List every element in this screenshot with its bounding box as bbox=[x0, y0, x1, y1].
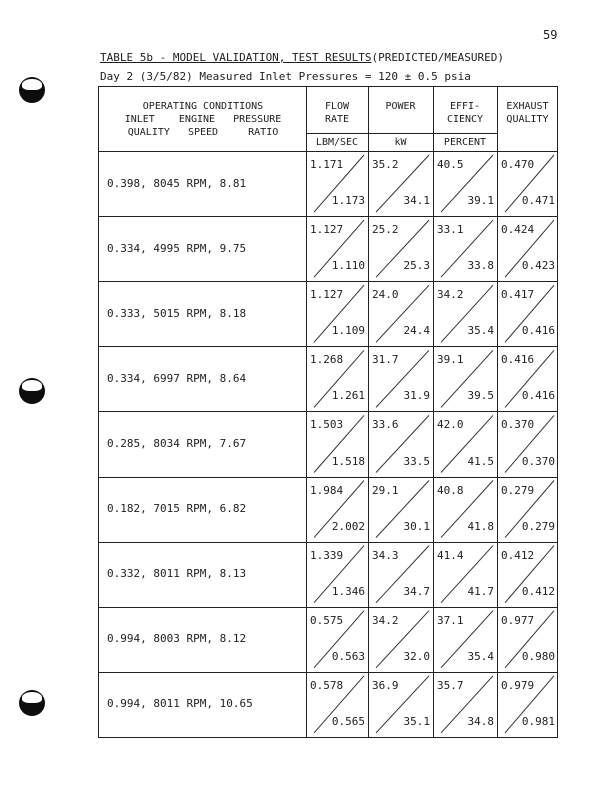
operating-conditions: 0.398, 8045 RPM, 8.81 bbox=[107, 176, 247, 190]
efficiency-predicted: 41.4 bbox=[437, 548, 464, 562]
flow-predicted: 1.171 bbox=[310, 158, 344, 171]
header-efficiency-line1: EFFI- bbox=[449, 101, 481, 112]
row-divider bbox=[98, 672, 558, 673]
header-power-line1: POWER bbox=[385, 101, 416, 112]
power-measured: 30.1 bbox=[403, 519, 430, 533]
power-predicted: 36.9 bbox=[372, 678, 399, 692]
exhaust-predicted: 0.424 bbox=[501, 223, 535, 237]
header-efficiency-units: PERCENT bbox=[443, 137, 487, 148]
efficiency-measured: 34.8 bbox=[467, 714, 494, 728]
operating-conditions: 0.994, 8011 RPM, 10.65 bbox=[107, 697, 253, 711]
table-title-suffix: (PREDICTED/MEASURED) bbox=[371, 51, 504, 64]
exhaust-predicted: 0.417 bbox=[501, 288, 535, 302]
header-operating-line3: QUALITY SPEED RATIO bbox=[127, 127, 279, 138]
efficiency-measured: 41.7 bbox=[467, 584, 494, 598]
flow-measured: 1.346 bbox=[331, 584, 365, 598]
flow-predicted: 1.127 bbox=[310, 223, 344, 237]
power-measured: 25.3 bbox=[403, 259, 430, 273]
row-divider bbox=[98, 216, 558, 217]
exhaust-measured: 0.980 bbox=[521, 649, 555, 663]
exhaust-predicted: 0.416 bbox=[501, 353, 535, 367]
power-measured: 24.4 bbox=[403, 324, 430, 338]
flow-measured: 2.002 bbox=[331, 519, 365, 533]
operating-conditions: 0.334, 4995 RPM, 9.75 bbox=[107, 241, 247, 255]
flow-predicted: 1.339 bbox=[310, 548, 344, 562]
exhaust-predicted: 0.412 bbox=[501, 548, 535, 562]
operating-conditions: 0.182, 7015 RPM, 6.82 bbox=[107, 502, 247, 516]
row-divider bbox=[98, 346, 558, 347]
power-measured: 32.0 bbox=[403, 649, 430, 663]
power-measured: 34.1 bbox=[403, 194, 430, 208]
efficiency-predicted: 40.8 bbox=[437, 483, 464, 497]
efficiency-measured: 41.8 bbox=[467, 519, 494, 533]
efficiency-predicted: 33.1 bbox=[437, 223, 464, 237]
power-measured: 31.9 bbox=[403, 389, 430, 403]
efficiency-measured: 33.8 bbox=[467, 259, 494, 273]
exhaust-predicted: 0.470 bbox=[501, 158, 535, 171]
header-exhaust-line1: EXHAUST bbox=[506, 101, 549, 112]
efficiency-measured: 41.5 bbox=[467, 454, 494, 468]
power-predicted: 33.6 bbox=[372, 418, 399, 432]
efficiency-predicted: 35.7 bbox=[437, 678, 464, 692]
operating-conditions: 0.333, 5015 RPM, 8.18 bbox=[107, 306, 247, 320]
flow-predicted: 0.578 bbox=[310, 678, 344, 692]
efficiency-predicted: 40.5 bbox=[437, 158, 464, 171]
exhaust-measured: 0.423 bbox=[521, 259, 555, 273]
header-flow-line1: FLOW bbox=[324, 101, 350, 112]
flow-predicted: 1.503 bbox=[310, 418, 344, 432]
power-measured: 35.1 bbox=[403, 714, 430, 728]
exhaust-predicted: 0.977 bbox=[501, 613, 535, 627]
power-predicted: 29.1 bbox=[372, 483, 399, 497]
row-divider bbox=[98, 607, 558, 608]
efficiency-measured: 35.4 bbox=[467, 649, 494, 663]
flow-predicted: 1.268 bbox=[310, 353, 344, 367]
row-divider bbox=[98, 281, 558, 282]
row-divider bbox=[98, 542, 558, 543]
page-number: 59 bbox=[543, 28, 558, 42]
header-flow-units: LBM/SEC bbox=[315, 137, 359, 148]
exhaust-measured: 0.981 bbox=[521, 714, 555, 728]
flow-measured: 1.109 bbox=[331, 324, 365, 338]
flow-measured: 1.261 bbox=[331, 389, 365, 403]
flow-predicted: 1.984 bbox=[310, 483, 344, 497]
row-divider bbox=[98, 411, 558, 412]
efficiency-predicted: 42.0 bbox=[437, 418, 464, 432]
exhaust-predicted: 0.279 bbox=[501, 483, 535, 497]
header-flow-line2: RATE bbox=[324, 114, 350, 125]
exhaust-measured: 0.416 bbox=[521, 324, 555, 338]
operating-conditions: 0.285, 8034 RPM, 7.67 bbox=[107, 436, 247, 450]
table-title-main: TABLE 5b - MODEL VALIDATION, TEST RESULTS bbox=[100, 51, 372, 64]
header-efficiency-line2: CIENCY bbox=[446, 114, 484, 125]
exhaust-measured: 0.416 bbox=[521, 389, 555, 403]
exhaust-measured: 0.412 bbox=[521, 584, 555, 598]
efficiency-predicted: 34.2 bbox=[437, 288, 464, 302]
header-exhaust-line2: QUALITY bbox=[506, 114, 549, 125]
exhaust-measured: 0.279 bbox=[521, 519, 555, 533]
exhaust-predicted: 0.370 bbox=[501, 418, 535, 432]
efficiency-predicted: 37.1 bbox=[437, 613, 464, 627]
operating-conditions: 0.994, 8003 RPM, 8.12 bbox=[107, 632, 247, 646]
power-predicted: 35.2 bbox=[372, 158, 399, 171]
exhaust-predicted: 0.979 bbox=[501, 678, 535, 692]
exhaust-measured: 0.471 bbox=[521, 194, 555, 208]
power-predicted: 34.2 bbox=[372, 613, 399, 627]
flow-predicted: 1.127 bbox=[310, 288, 344, 302]
efficiency-measured: 39.1 bbox=[467, 194, 494, 208]
operating-conditions: 0.332, 8011 RPM, 8.13 bbox=[107, 567, 247, 581]
efficiency-measured: 35.4 bbox=[467, 324, 494, 338]
power-predicted: 34.3 bbox=[372, 548, 399, 562]
power-measured: 34.7 bbox=[403, 584, 430, 598]
header-operating-line2: INLET ENGINE PRESSURE bbox=[124, 114, 282, 125]
flow-measured: 1.173 bbox=[331, 194, 365, 208]
power-predicted: 31.7 bbox=[372, 353, 399, 367]
power-predicted: 24.0 bbox=[372, 288, 399, 302]
efficiency-predicted: 39.1 bbox=[437, 353, 464, 367]
header-power-units: kW bbox=[394, 137, 407, 148]
flow-measured: 1.110 bbox=[331, 259, 365, 273]
table-subtitle: Day 2 (3/5/82) Measured Inlet Pressures = 120 ± 0.5 psia bbox=[100, 70, 471, 83]
header-operating-line1: OPERATING CONDITIONS bbox=[142, 101, 264, 112]
operating-conditions: 0.334, 6997 RPM, 8.64 bbox=[107, 371, 247, 385]
flow-measured: 0.563 bbox=[331, 649, 365, 663]
row-divider bbox=[98, 477, 558, 478]
flow-measured: 0.565 bbox=[331, 714, 365, 728]
power-measured: 33.5 bbox=[403, 454, 430, 468]
efficiency-measured: 39.5 bbox=[467, 389, 494, 403]
power-predicted: 25.2 bbox=[372, 223, 399, 237]
flow-predicted: 0.575 bbox=[310, 613, 344, 627]
exhaust-measured: 0.370 bbox=[521, 454, 555, 468]
flow-measured: 1.518 bbox=[331, 454, 365, 468]
